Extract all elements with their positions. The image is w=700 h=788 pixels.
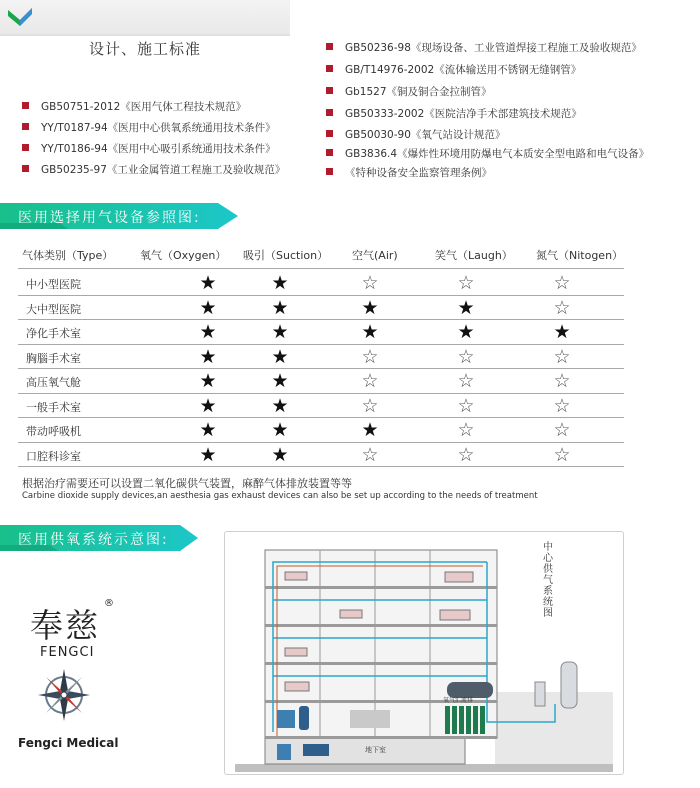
- filled-star-icon: ★: [199, 321, 217, 343]
- column-header-nitrogen: 氮气（Nitogen）: [536, 249, 624, 262]
- filled-star-icon: ★: [199, 443, 217, 466]
- empty-star-icon: ☆: [361, 272, 379, 294]
- note-english: Carbine dioxide supply devices,an aesthesia gas exhaust devices can also be set up according to the needs of treatment: [22, 491, 538, 501]
- column-header-suction: 吸引（Suction）: [243, 249, 329, 262]
- standard-item: 《特种设备安全监察管理条例》: [326, 165, 492, 180]
- table-rule: [18, 368, 624, 369]
- compass-logo-icon: [36, 667, 92, 723]
- filled-star-icon: ★: [271, 394, 289, 417]
- diagram-label-manifold: 氧气汇流排: [443, 697, 474, 704]
- filled-star-icon: ★: [271, 443, 289, 466]
- diagram-title: 中心供气系统图: [543, 542, 553, 619]
- section-banner-system: [0, 525, 200, 551]
- brand-logo-chinese: 奉慈: [30, 606, 100, 645]
- row-label: 高压氧气舱: [26, 376, 81, 389]
- standard-item: GB/T14976-2002《流体输送用不锈钢无缝钢管》: [326, 62, 581, 77]
- bullet-square-icon: [22, 144, 29, 151]
- brand-logo-english: FENGCI: [40, 645, 95, 660]
- bullet-square-icon: [326, 109, 333, 116]
- column-header-air: 空气(Air): [352, 249, 398, 262]
- standard-item: GB50236-98《现场设备、工业管道焊接工程施工及验收规范》: [326, 40, 642, 55]
- arrow-logo-icon: [6, 6, 36, 30]
- row-label: 净化手术室: [26, 327, 81, 340]
- bullet-square-icon: [22, 123, 29, 130]
- column-header-type: 气体类别（Type）: [22, 249, 114, 262]
- standard-item: GB50751-2012《医用气体工程技术规范》: [22, 99, 246, 114]
- table-rule: [18, 268, 624, 269]
- standard-item: GB3836.4《爆炸性环境用防爆电气本质安全型电路和电气设备》: [326, 146, 649, 161]
- table-rule: [18, 344, 624, 345]
- bullet-square-icon: [326, 43, 333, 50]
- standards-title: 设计、施工标准: [88, 40, 201, 58]
- filled-star-icon: ★: [457, 296, 475, 319]
- empty-star-icon: ☆: [457, 419, 475, 441]
- standard-item: GB50333-2002《医院洁净手术部建筑技术规范》: [326, 106, 582, 121]
- empty-star-icon: ☆: [553, 443, 571, 466]
- table-rule: [18, 319, 624, 320]
- column-header-laugh: 笑气（Laugh）: [435, 249, 513, 262]
- table-rule: [18, 393, 624, 394]
- filled-star-icon: ★: [199, 370, 217, 392]
- standard-item: YY/T0186-94《医用中心吸引系统通用技术条件》: [22, 141, 276, 156]
- section-title: 医用选择用气设备参照图:: [18, 210, 201, 226]
- bullet-square-icon: [22, 102, 29, 109]
- filled-star-icon: ★: [361, 419, 379, 441]
- empty-star-icon: ☆: [457, 370, 475, 392]
- table-rule: [18, 466, 624, 467]
- filled-star-icon: ★: [199, 419, 217, 441]
- empty-star-icon: ☆: [553, 394, 571, 417]
- bullet-square-icon: [22, 165, 29, 172]
- bullet-square-icon: [326, 87, 333, 94]
- filled-star-icon: ★: [361, 321, 379, 343]
- row-label: 带动呼吸机: [26, 425, 81, 438]
- table-rule: [18, 295, 624, 296]
- standard-item: GB50030-90《氧气站设计规范》: [326, 127, 505, 142]
- filled-star-icon: ★: [271, 321, 289, 343]
- empty-star-icon: ☆: [361, 370, 379, 392]
- filled-star-icon: ★: [271, 419, 289, 441]
- header-strip: [0, 0, 290, 34]
- oxygen-system-diagram: [224, 531, 624, 775]
- row-label: 胸腦手术室: [26, 351, 81, 365]
- table-rule: [18, 417, 624, 418]
- column-header-oxygen: 氧气（Oxygen）: [140, 249, 227, 262]
- empty-star-icon: ☆: [553, 370, 571, 392]
- section-title: 医用供氧系统示意图:: [18, 532, 169, 548]
- filled-star-icon: ★: [271, 272, 289, 294]
- row-label: 大中型医院: [26, 302, 81, 316]
- standard-item: GB50235-97《工业金属管道工程施工及验收规范》: [22, 162, 285, 177]
- brand-company-name: Fengci Medical: [18, 736, 119, 750]
- bullet-square-icon: [326, 130, 333, 137]
- row-label: 口腔科诊室: [26, 449, 81, 463]
- bullet-square-icon: [326, 168, 333, 175]
- empty-star-icon: ☆: [457, 272, 475, 294]
- diagram-label-basement: 地下室: [365, 746, 386, 754]
- empty-star-icon: ☆: [361, 394, 379, 417]
- note-chinese: 根据治疗需要还可以设置二氧化碳供气装置，麻醉气体排放装置等等: [22, 477, 352, 490]
- bullet-square-icon: [326, 149, 333, 156]
- filled-star-icon: ★: [361, 296, 379, 319]
- empty-star-icon: ☆: [361, 443, 379, 466]
- standard-item: YY/T0187-94《医用中心供氧系统通用技术条件》: [22, 120, 276, 135]
- empty-star-icon: ☆: [457, 394, 475, 417]
- row-label: 一般手术室: [26, 400, 81, 414]
- filled-star-icon: ★: [457, 321, 475, 343]
- filled-star-icon: ★: [553, 321, 571, 343]
- empty-star-icon: ☆: [553, 272, 571, 294]
- table-rule: [18, 442, 624, 443]
- empty-star-icon: ☆: [457, 345, 475, 368]
- row-label: 中小型医院: [26, 278, 81, 291]
- section-banner-equipment: [0, 203, 240, 229]
- standard-item: Gb1527《铜及铜合金拉制管》: [326, 84, 492, 99]
- filled-star-icon: ★: [199, 272, 217, 294]
- filled-star-icon: ★: [199, 296, 217, 319]
- empty-star-icon: ☆: [361, 345, 379, 368]
- bullet-square-icon: [326, 65, 333, 72]
- empty-star-icon: ☆: [553, 345, 571, 368]
- empty-star-icon: ☆: [553, 296, 571, 319]
- filled-star-icon: ★: [199, 394, 217, 417]
- empty-star-icon: ☆: [457, 443, 475, 466]
- filled-star-icon: ★: [271, 370, 289, 392]
- filled-star-icon: ★: [271, 345, 289, 368]
- filled-star-icon: ★: [199, 345, 217, 368]
- filled-star-icon: ★: [271, 296, 289, 319]
- header-divider: [0, 34, 290, 36]
- empty-star-icon: ☆: [553, 419, 571, 441]
- registered-mark: ®: [104, 598, 114, 609]
